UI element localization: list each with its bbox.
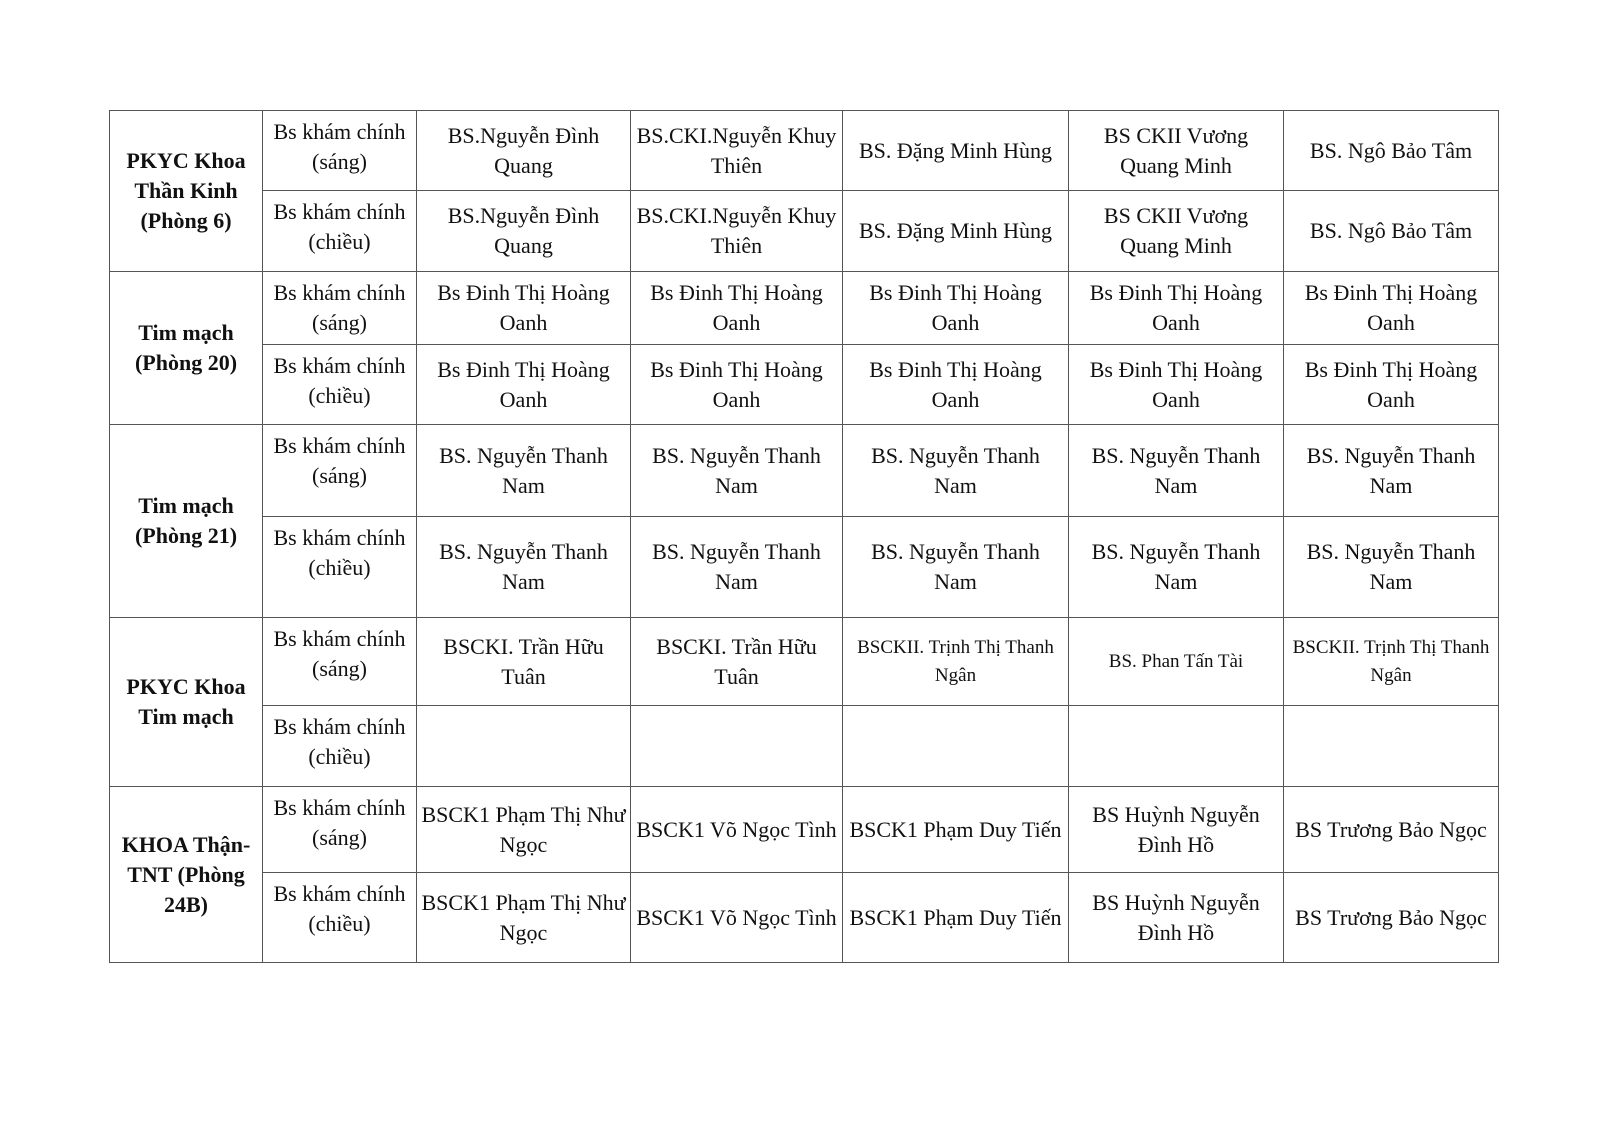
table-row <box>110 272 1499 345</box>
table-row <box>110 345 1499 425</box>
doctor-cell: BS. Nguyễn Thanh Nam <box>417 425 631 517</box>
doctor-cell <box>631 706 843 787</box>
doctor-cell: BS.CKI.Nguyễn Khuy Thiên <box>631 111 843 191</box>
table-row <box>110 706 1499 787</box>
doctor-cell: BSCK1 Phạm Thị Như Ngọc <box>417 787 631 873</box>
table-row <box>110 111 1499 191</box>
department-cell: Tim mạch (Phòng 20) <box>110 272 263 425</box>
doctor-cell: BS.Nguyễn Đình Quang <box>417 111 631 191</box>
doctor-cell: BS. Ngô Bảo Tâm <box>1284 111 1499 191</box>
doctor-cell: BSCKI. Trần Hữu Tuân <box>417 618 631 706</box>
department-cell: PKYC Khoa Tim mạch <box>110 618 263 787</box>
doctor-cell: BSCK1 Phạm Thị Như Ngọc <box>417 873 631 963</box>
role-cell: Bs khám chính (sáng) <box>263 787 417 873</box>
role-cell: Bs khám chính (chiều) <box>263 191 417 272</box>
role-cell: Bs khám chính (chiều) <box>263 517 417 618</box>
doctor-cell: BSCKI. Trần Hữu Tuân <box>631 618 843 706</box>
role-cell: Bs khám chính (sáng) <box>263 111 417 191</box>
doctor-cell: BS. Nguyễn Thanh Nam <box>843 517 1069 618</box>
role-cell: Bs khám chính (sáng) <box>263 618 417 706</box>
doctor-cell <box>1284 706 1499 787</box>
table-row <box>110 191 1499 272</box>
doctor-cell <box>1069 706 1284 787</box>
doctor-cell: Bs Đinh Thị Hoàng Oanh <box>1284 272 1499 345</box>
doctor-cell: Bs Đinh Thị Hoàng Oanh <box>1069 272 1284 345</box>
doctor-cell: BS. Nguyễn Thanh Nam <box>417 517 631 618</box>
table-row <box>110 618 1499 706</box>
doctor-cell: BS CKII Vương Quang Minh <box>1069 111 1284 191</box>
role-cell: Bs khám chính (chiều) <box>263 345 417 425</box>
doctor-cell: BS CKII Vương Quang Minh <box>1069 191 1284 272</box>
table-row <box>110 425 1499 517</box>
doctor-cell: Bs Đinh Thị Hoàng Oanh <box>1069 345 1284 425</box>
doctor-cell: BS. Phan Tấn Tài <box>1069 618 1284 706</box>
role-cell: Bs khám chính (chiều) <box>263 706 417 787</box>
doctor-cell: BSCKII. Trịnh Thị Thanh Ngân <box>1284 618 1499 706</box>
doctor-cell: Bs Đinh Thị Hoàng Oanh <box>1284 345 1499 425</box>
table-row <box>110 787 1499 873</box>
doctor-cell: Bs Đinh Thị Hoàng Oanh <box>843 345 1069 425</box>
table-row <box>110 873 1499 963</box>
doctor-cell: Bs Đinh Thị Hoàng Oanh <box>417 272 631 345</box>
role-cell: Bs khám chính (chiều) <box>263 873 417 963</box>
doctor-cell: BS. Nguyễn Thanh Nam <box>631 425 843 517</box>
doctor-cell: BS. Nguyễn Thanh Nam <box>1284 517 1499 618</box>
doctor-cell: Bs Đinh Thị Hoàng Oanh <box>417 345 631 425</box>
doctor-cell: BSCK1 Võ Ngọc Tình <box>631 787 843 873</box>
doctor-cell: BSCK1 Phạm Duy Tiến <box>843 873 1069 963</box>
doctor-cell: BS. Nguyễn Thanh Nam <box>631 517 843 618</box>
doctor-cell: BS. Nguyễn Thanh Nam <box>843 425 1069 517</box>
doctor-cell: BS. Đặng Minh Hùng <box>843 111 1069 191</box>
doctor-cell: BS. Đặng Minh Hùng <box>843 191 1069 272</box>
table-row <box>110 517 1499 618</box>
doctor-cell: BS Trương Bảo Ngọc <box>1284 787 1499 873</box>
doctor-cell <box>843 706 1069 787</box>
doctor-cell <box>417 706 631 787</box>
department-cell: KHOA Thận-TNT (Phòng 24B) <box>110 787 263 963</box>
doctor-cell: BS.Nguyễn Đình Quang <box>417 191 631 272</box>
doctor-cell: BSCK1 Phạm Duy Tiến <box>843 787 1069 873</box>
doctor-cell: BS.CKI.Nguyễn Khuy Thiên <box>631 191 843 272</box>
doctor-cell: BSCKII. Trịnh Thị Thanh Ngân <box>843 618 1069 706</box>
doctor-cell: Bs Đinh Thị Hoàng Oanh <box>631 272 843 345</box>
doctor-cell: BS. Nguyễn Thanh Nam <box>1284 425 1499 517</box>
doctor-cell: BS. Nguyễn Thanh Nam <box>1069 425 1284 517</box>
role-cell: Bs khám chính (sáng) <box>263 272 417 345</box>
doctor-cell: BS Trương Bảo Ngọc <box>1284 873 1499 963</box>
doctor-cell: Bs Đinh Thị Hoàng Oanh <box>843 272 1069 345</box>
role-cell: Bs khám chính (sáng) <box>263 425 417 517</box>
department-cell: Tim mạch (Phòng 21) <box>110 425 263 618</box>
doctor-cell: BS. Nguyễn Thanh Nam <box>1069 517 1284 618</box>
department-cell: PKYC Khoa Thần Kinh (Phòng 6) <box>110 111 263 272</box>
doctor-cell: Bs Đinh Thị Hoàng Oanh <box>631 345 843 425</box>
doctor-cell: BS Huỳnh Nguyễn Đình Hồ <box>1069 787 1284 873</box>
doctor-cell: BS Huỳnh Nguyễn Đình Hồ <box>1069 873 1284 963</box>
doctor-cell: BS. Ngô Bảo Tâm <box>1284 191 1499 272</box>
schedule-table <box>109 110 1499 963</box>
doctor-cell: BSCK1 Võ Ngọc Tình <box>631 873 843 963</box>
